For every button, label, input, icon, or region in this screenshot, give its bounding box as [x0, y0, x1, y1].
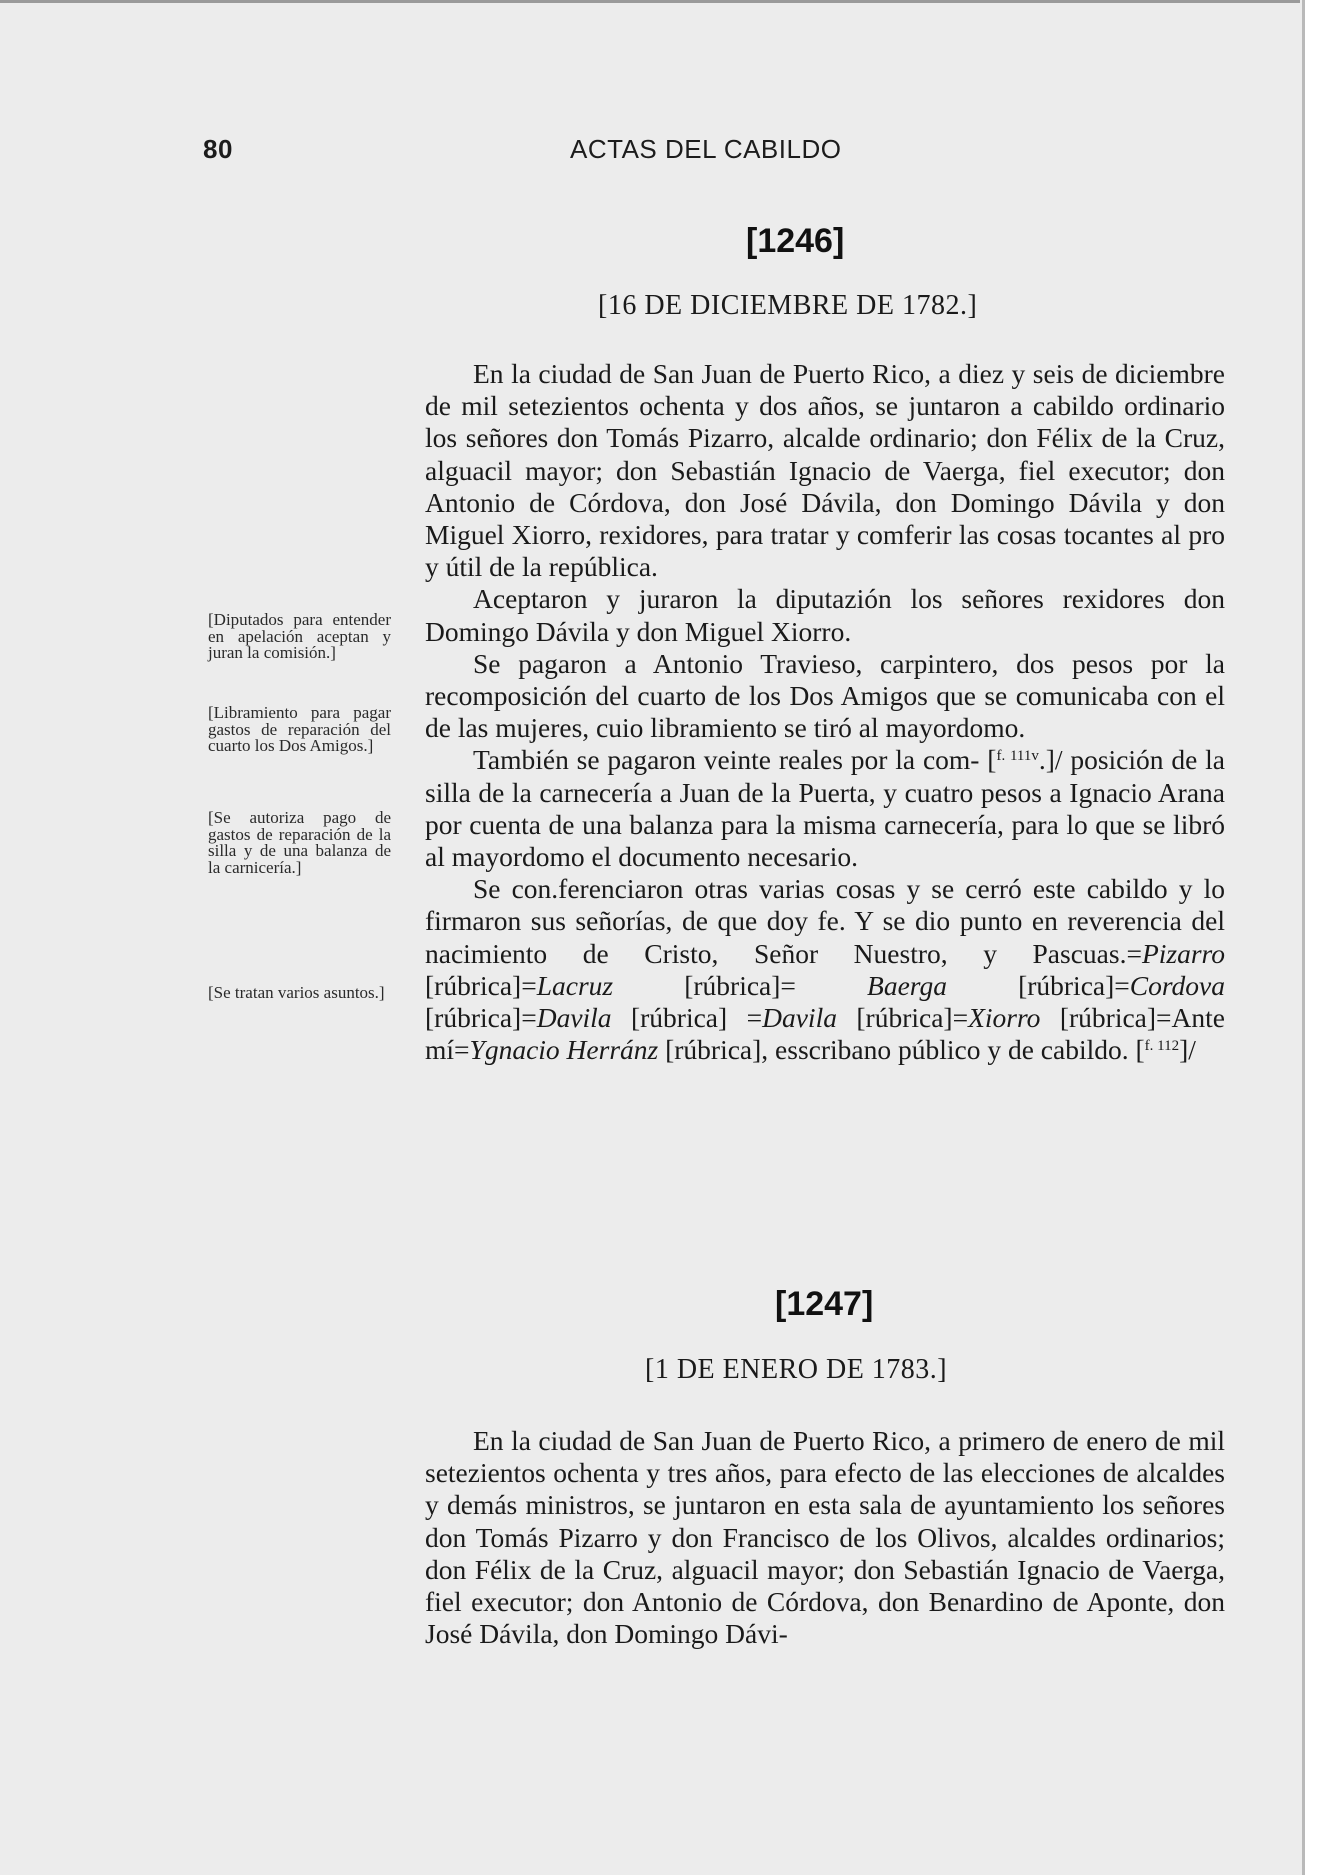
margin-note: [Se autoriza pago de gastos de reparación de la silla y de una balanza de la carnicería.]	[208, 808, 391, 877]
signature: Cordova	[1129, 969, 1226, 1001]
margin-note: [Libramiento para pagar gastos de reparación del cuarto los Dos Amigos.]	[208, 703, 391, 755]
entry-number: [1247]	[775, 1285, 874, 1323]
entry-body	[425, 358, 1225, 1066]
paragraph: Aceptaron y juraron la diputazión los señores rexidores don Domingo Dávila y don Miguel Xiorro.	[425, 583, 1225, 647]
signature: Davila	[536, 1002, 612, 1034]
entry-number: [1246]	[746, 222, 845, 260]
signature: Baerga	[867, 969, 947, 1001]
margin-note: [Diputados para entender en apelación aceptan y juran la comisión.]	[208, 610, 391, 662]
paragraph: En la ciudad de San Juan de Puerto Rico, a diez y seis de diciembre de mil setezientos ochenta y dos años, se juntaron a cabildo ordinario los señores don Tomás Pizarro, alcalde ordinario; don Félix de la Cruz, alguacil mayor; don Sebastián Ignacio de Vaerga, fiel executor; don Antonio de Córdova, don José Dávila, don Domingo Dávila y don Miguel Xiorro, rexidores, para tratar y comferir las cosas tocantes al pro y útil de la república.	[425, 358, 1225, 583]
signature: Xiorro	[968, 1002, 1041, 1034]
entry-date: [1 DE ENERO DE 1783.]	[645, 1354, 948, 1385]
signature: Lacruz	[536, 969, 614, 1001]
paragraph-signatures: Se con.ferenciaron otras varias cosas y se cerró este cabildo y lo firmaron sus señorías, de que doy fe. Y se dio punto en reverencia del nacimiento de Cristo, Señor Nuestro, y Pascuas.=Pizarro [rúbrica]=Lacruz [rúbrica]= Baerga [rúbrica]=Cordova [rúbrica]=Davila [rúbrica] =Davila [rúbrica]=Xiorro [rúbrica]=Ante mí=Ygnacio Herránz [rúbrica], esscribano público y de cabildo. [$^{f. 112}$]/	[425, 873, 1226, 1066]
paragraph: Se pagaron a Antonio Travieso, carpintero, dos pesos por la recomposición del cuarto de los Dos Amigos que se comunicaba con el de las mujeres, cuio libramiento se tiró al mayordomo.	[425, 647, 1225, 744]
folio-ref: f. 112	[1144, 1038, 1180, 1055]
entry-date: [16 DE DICIEMBRE DE 1782.]	[598, 290, 978, 321]
folio-ref: f. 111v	[996, 748, 1039, 765]
page-top-edge	[0, 0, 1300, 3]
running-title: ACTAS DEL CABILDO	[570, 134, 842, 164]
signature: Ygnacio Herránz	[469, 1034, 659, 1066]
page-number: 80	[203, 134, 233, 164]
paragraph: También se pagaron veinte reales por la com- [$^{f. 111v}$.]/ posición de la silla de la carnecería a Juan de la Puerta, y cuatro pesos a Ignacio Arana por cuenta de una balanza para la misma carnecería, para lo que se libró al mayordomo el documento necesario.	[425, 744, 1225, 873]
signature: Pizarro	[1141, 937, 1225, 969]
entry-body	[425, 1425, 1225, 1650]
paragraph: En la ciudad de San Juan de Puerto Rico, a primero de enero de mil setezientos ochenta y tres años, para efecto de las elecciones de alcaldes y demás ministros, se juntaron en esta sala de ayuntamiento los señores don Tomás Pizarro y don Francisco de los Olivos, alcaldes ordinarios; don Félix de la Cruz, alguacil mayor; don Sebastián Ignacio de Vaerga, fiel executor; don Antonio de Córdova, don Benardino de Aponte, don José Dávila, don Domingo Dávi-	[425, 1425, 1225, 1650]
signature: Davila	[762, 1002, 837, 1034]
margin-note: [Se tratan varios asuntos.]	[208, 983, 385, 1002]
